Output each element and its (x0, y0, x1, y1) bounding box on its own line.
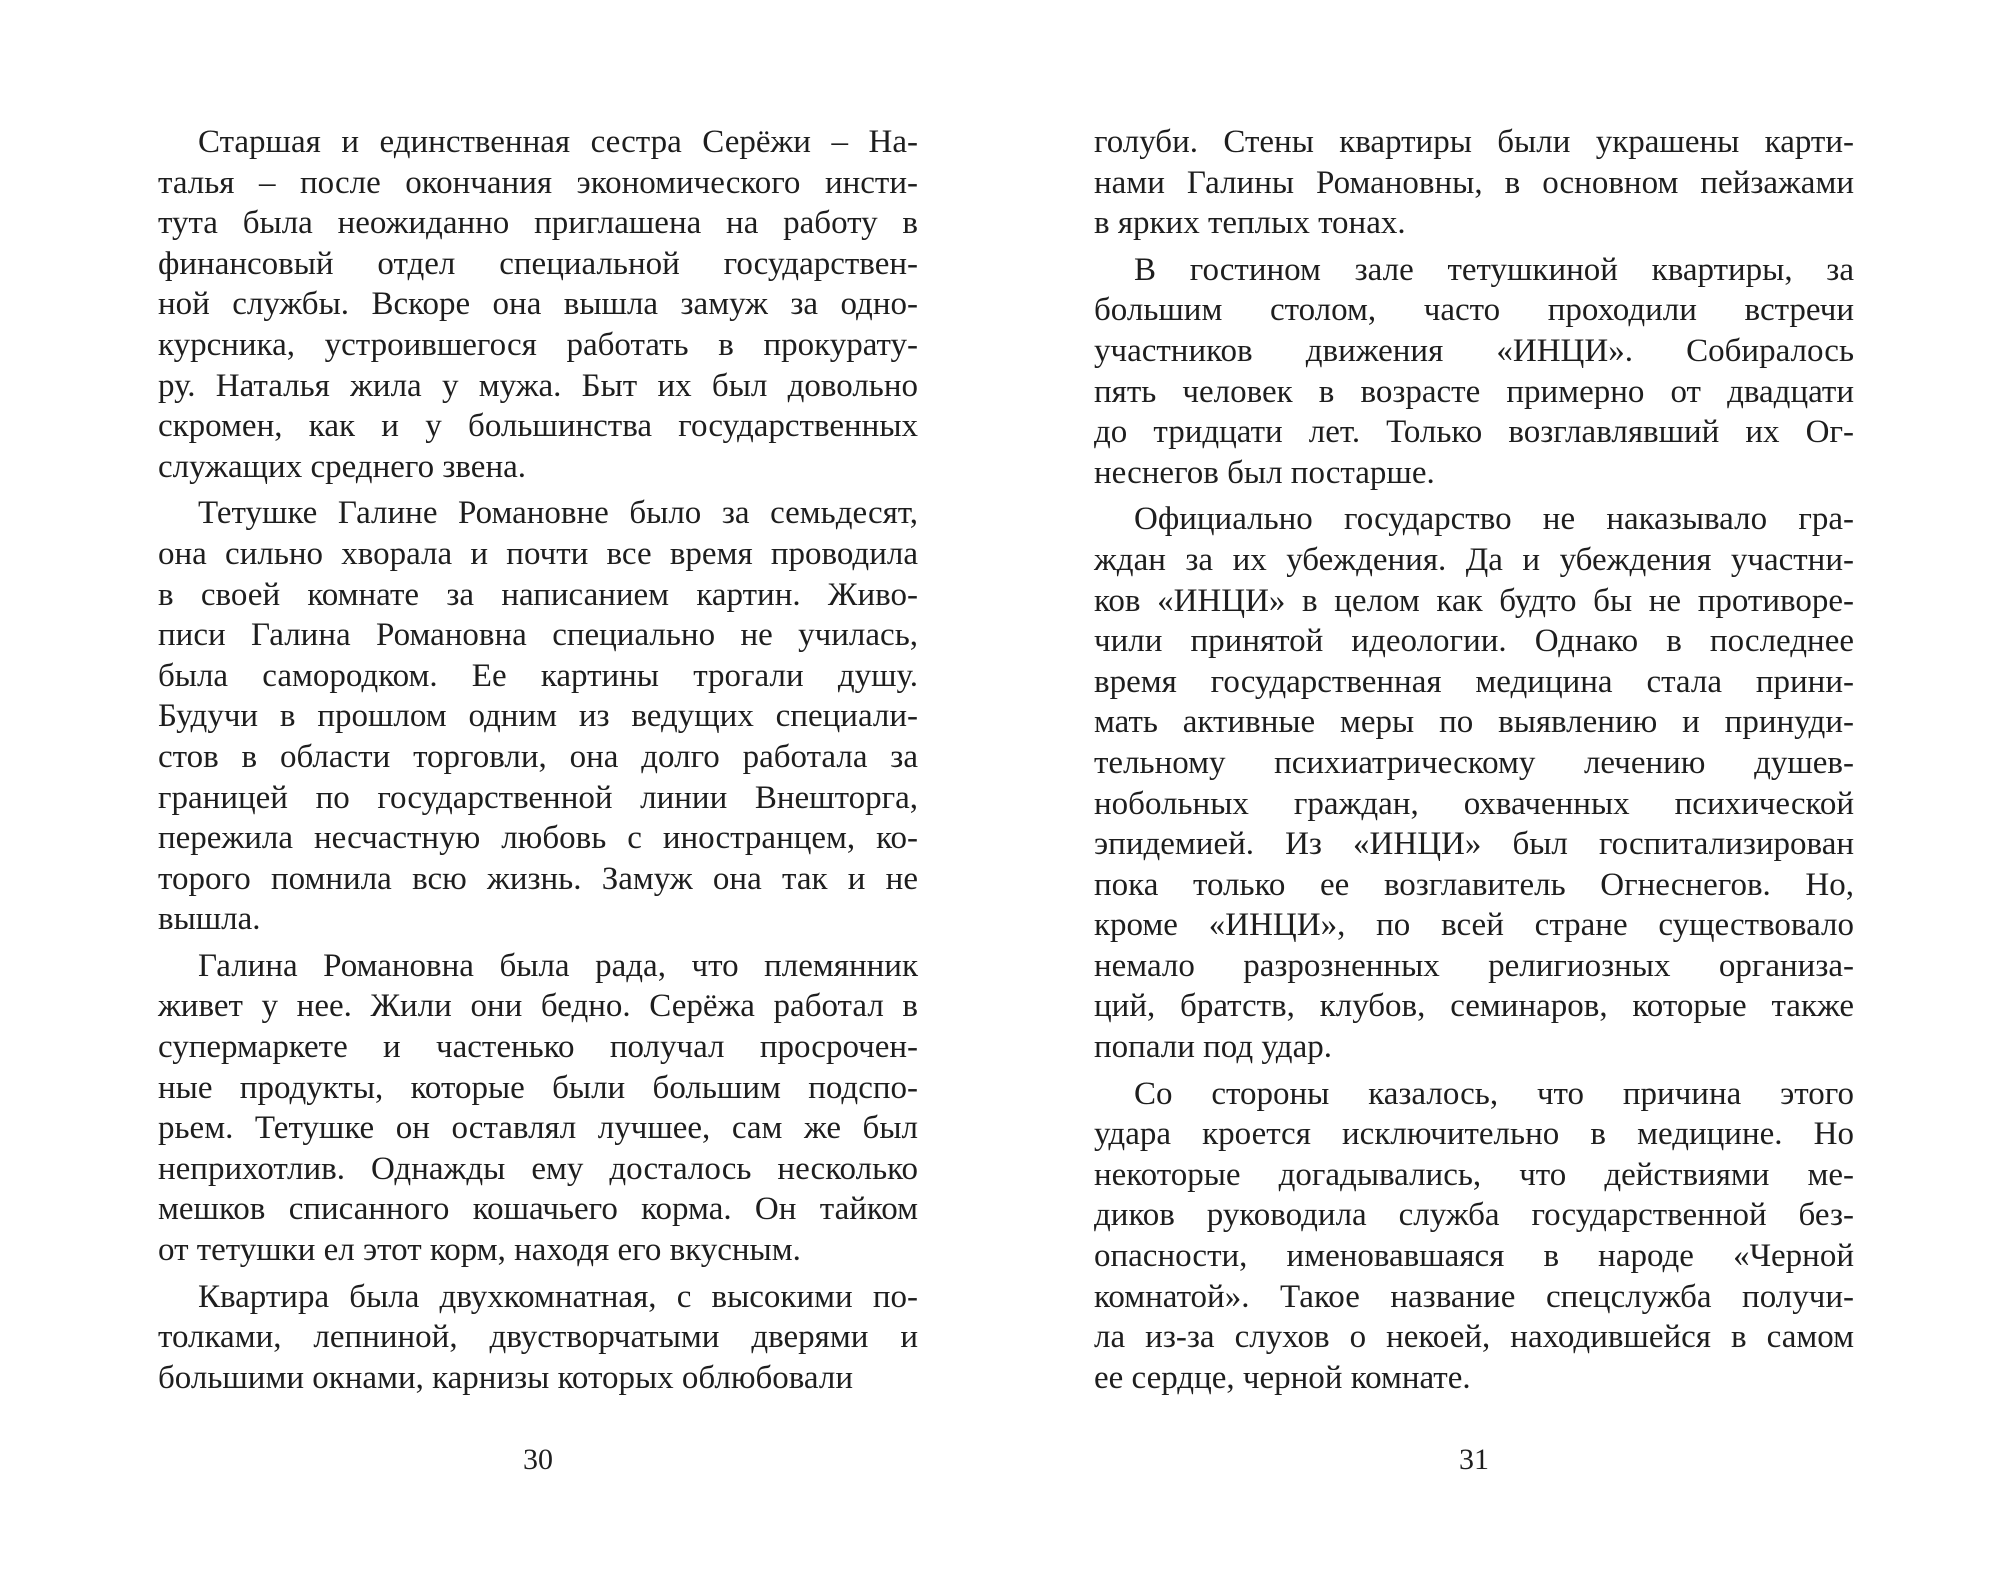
text-line: Квартира была двухкомнатная, с высокими по- (198, 1278, 918, 1315)
left-page-text (158, 122, 918, 1398)
text-line: ла из-за слухов о некоей, находившейся в самом (1094, 1319, 1854, 1356)
text-line: комнатой». Такое название спецслужба получи- (1094, 1278, 1854, 1315)
text-line: живет у нее. Жили они бедно. Серёжа работал в (158, 988, 918, 1025)
text-line: курсника, устроившегося работать в прокурату- (158, 326, 918, 363)
text-line: пока только ее возглавитель Огнеснегов. Но, (1094, 866, 1854, 903)
text-line: Со стороны казалось, что причина этого (1134, 1075, 1854, 1112)
text-line: большим столом, часто проходили встречи (1094, 292, 1854, 329)
text-line: была самородком. Ее картины трогали душу. (158, 657, 918, 694)
text-line: пережила несчастную любовь с иностранцем, ко- (158, 820, 918, 857)
text-line: мешков списанного кошачьего корма. Он тайком (158, 1191, 918, 1228)
text-line: ков «ИНЦИ» в целом как будто бы не противоре- (1094, 582, 1854, 619)
paragraph (158, 122, 918, 487)
text-line: время государственная медицина стала прини- (1094, 663, 1854, 700)
text-line: голуби. Стены квартиры были украшены карти- (1094, 124, 1854, 160)
text-line: ру. Наталья жила у мужа. Быт их был довольно (158, 367, 918, 404)
text-line: ные продукты, которые были большим подспо- (158, 1069, 918, 1106)
right-page (1094, 0, 1854, 1578)
text-line: границей по государственной линии Внешторга, (158, 779, 918, 816)
text-line: от тетушки ел этот корм, находя его вкусным. (158, 1232, 801, 1269)
text-line: рьем. Тетушке он оставлял лучшее, сам же был (158, 1110, 918, 1147)
text-line: пять человек в возрасте примерно от двадцати (1094, 373, 1854, 410)
text-line: большими окнами, карнизы которых облюбовали (158, 1359, 853, 1396)
text-line: служащих среднего звена. (158, 448, 526, 485)
right-page-text (1094, 122, 1854, 1398)
text-line: тута была неожиданно приглашена на работу в (158, 205, 918, 242)
left-page (158, 0, 918, 1578)
text-line: чили принятой идеологии. Однако в последнее (1094, 623, 1854, 660)
paragraph (1094, 250, 1854, 494)
text-line: ной службы. Вскоре она вышла замуж за одно- (158, 286, 918, 323)
text-line: нобольных граждан, охваченных психической (1094, 785, 1854, 822)
text-line: попали под удар. (1094, 1029, 1332, 1066)
page-number-right: 31 (1459, 1443, 1489, 1476)
text-line: Старшая и единственная сестра Серёжи – На- (198, 124, 918, 160)
text-line: вышла. (158, 901, 261, 938)
text-line: ждан за их убеждения. Да и убеждения участни- (1094, 541, 1854, 578)
text-line: нами Галины Романовны, в основном пейзажами (1094, 164, 1854, 201)
text-line: писи Галина Романовна специально не училась, (158, 617, 918, 654)
text-line: удара кроется исключительно в медицине. Но (1094, 1116, 1854, 1153)
text-line: Галина Романовна была рада, что племянник (198, 947, 918, 984)
text-line: опасности, именовавшаяся в народе «Черной (1094, 1238, 1854, 1275)
text-line: торого помнила всю жизнь. Замуж она так и не (158, 860, 918, 897)
text-line: мать активные меры по выявлению и принуди- (1094, 704, 1854, 741)
text-line: диков руководила служба государственной без- (1094, 1197, 1854, 1234)
text-line: супермаркете и частенько получал просрочен- (158, 1029, 918, 1066)
paragraph (1094, 499, 1854, 1067)
text-line: толками, лепниной, двустворчатыми дверями и (158, 1319, 918, 1356)
text-line: эпидемией. Из «ИНЦИ» был госпитализирован (1094, 826, 1854, 863)
text-line: участников движения «ИНЦИ». Собиралось (1094, 332, 1854, 369)
page-number-left: 30 (523, 1443, 553, 1476)
text-line: Будучи в прошлом одним из ведущих специали- (158, 698, 918, 735)
paragraph (158, 493, 918, 940)
text-line: Официально государство не наказывало гра- (1134, 501, 1854, 538)
text-line: В гостином зале тетушкиной квартиры, за (1134, 251, 1854, 288)
text-line: немало разрозненных религиозных организа- (1094, 947, 1854, 984)
text-line: в ярких теплых тонах. (1094, 205, 1406, 242)
text-line: неснегов был постарше. (1094, 454, 1435, 491)
text-line: ее сердце, черной комнате. (1094, 1359, 1471, 1396)
text-line: скромен, как и у большинства государственных (158, 408, 918, 445)
text-line: Тетушке Галине Романовне было за семьдесят, (198, 495, 918, 532)
text-line: стов в области торговли, она долго работала за (158, 738, 918, 775)
paragraph (1094, 122, 1854, 244)
text-line: кроме «ИНЦИ», по всей стране существовало (1094, 907, 1854, 944)
text-line: до тридцати лет. Только возглавлявший их Ог- (1094, 414, 1854, 451)
text-line: она сильно хворала и почти все время проводила (158, 535, 918, 572)
paragraph (158, 946, 918, 1271)
paragraph (158, 1277, 918, 1399)
text-line: в своей комнате за написанием картин. Живо- (158, 576, 918, 613)
text-line: финансовый отдел специальной государствен- (158, 245, 918, 282)
text-line: некоторые догадывались, что действиями ме- (1094, 1156, 1854, 1193)
paragraph (1094, 1074, 1854, 1399)
text-line: тельному психиатрическому лечению душев- (1094, 744, 1854, 781)
text-line: неприхотлив. Однажды ему досталось несколько (158, 1150, 918, 1187)
text-line: талья – после окончания экономического инсти- (158, 164, 918, 201)
text-line: ций, братств, клубов, семинаров, которые также (1094, 988, 1854, 1025)
